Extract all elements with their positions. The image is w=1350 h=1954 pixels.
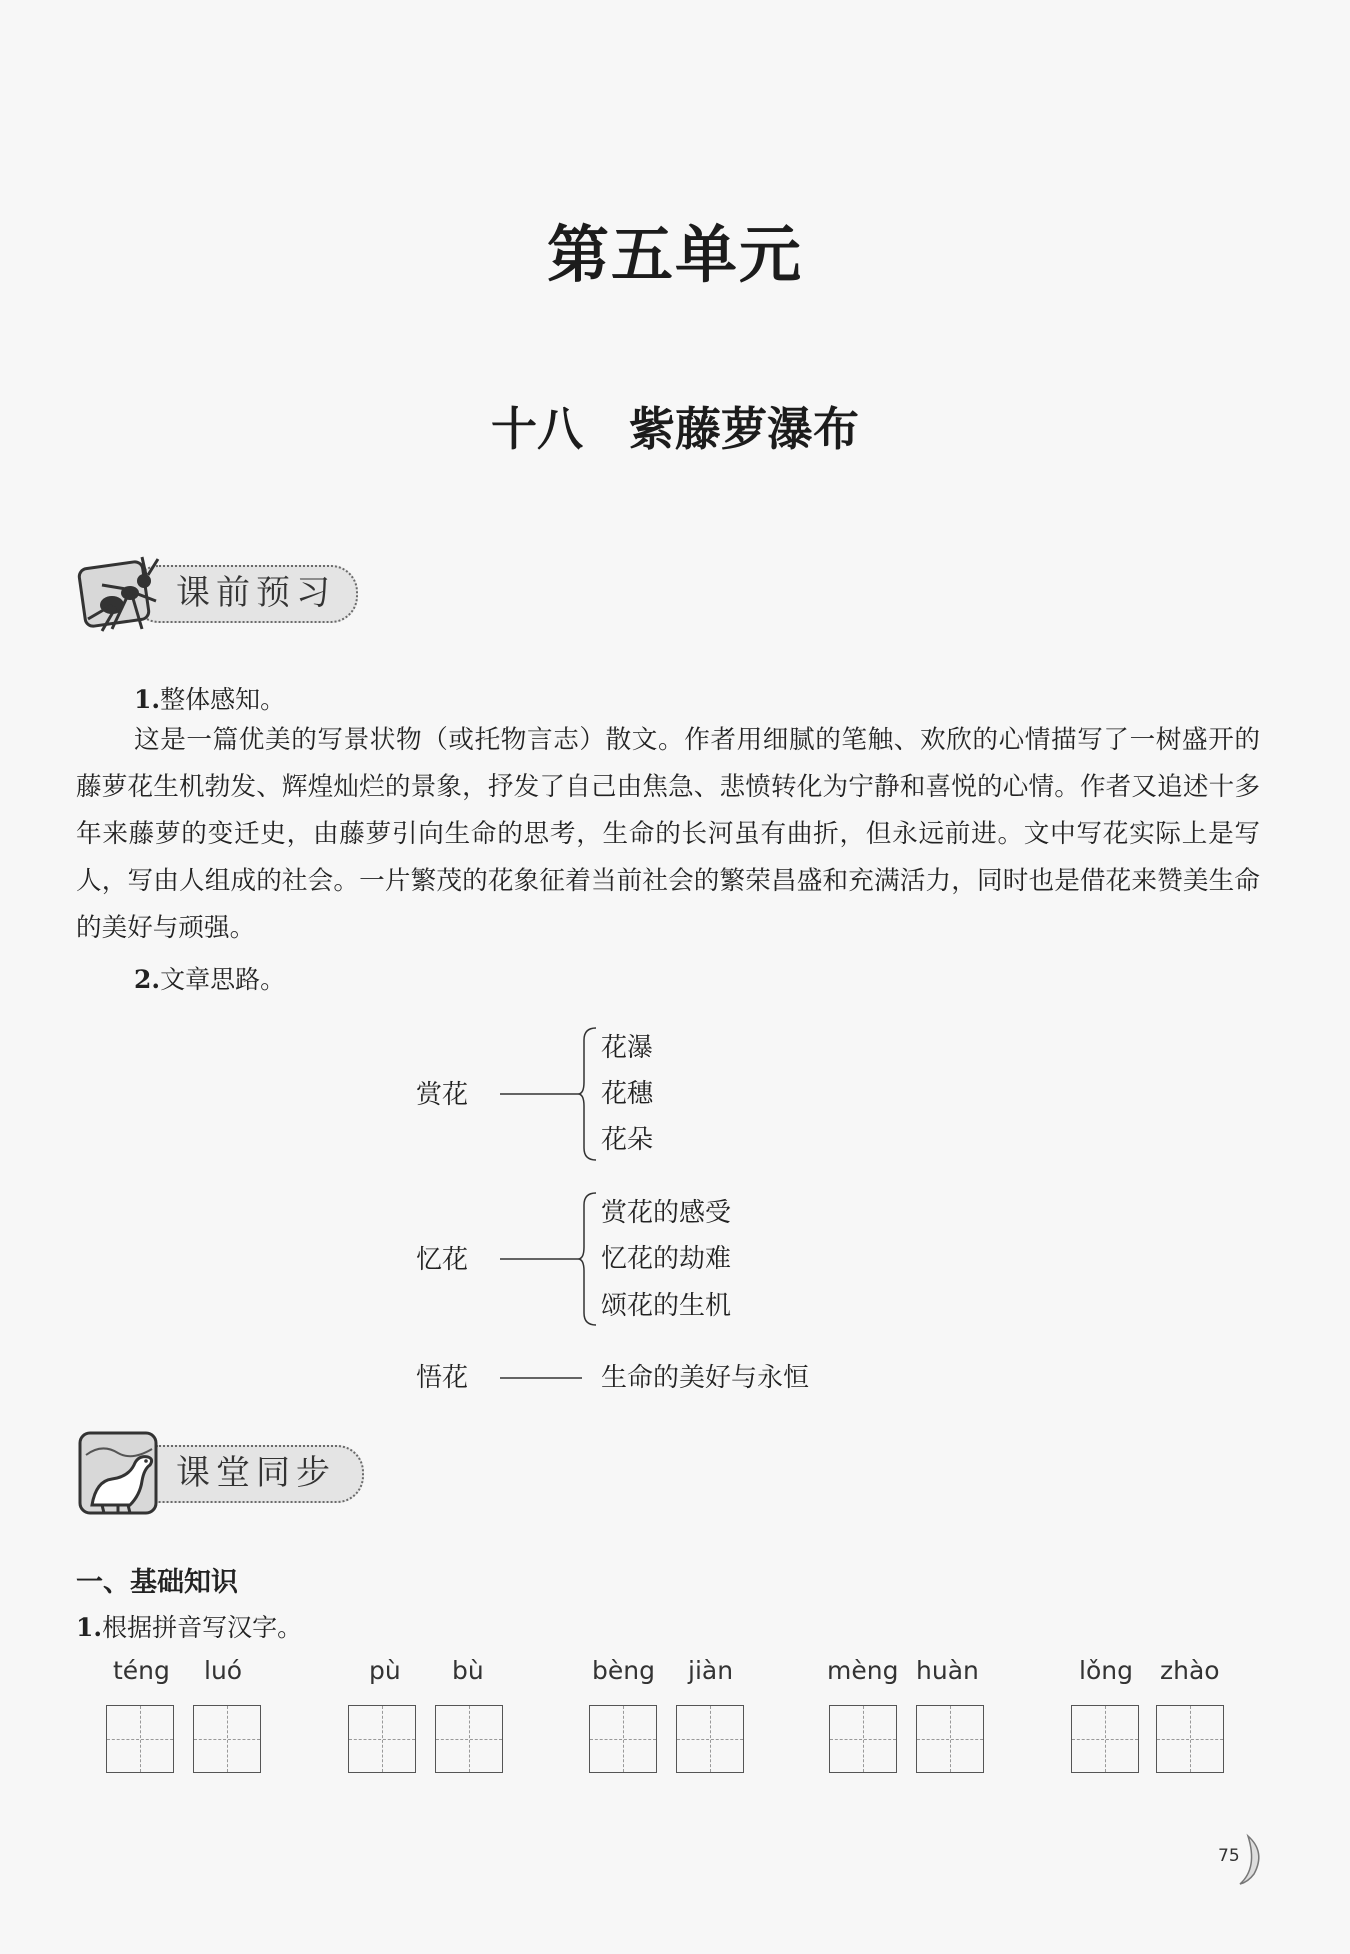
section-label: 课前预习 — [176, 573, 336, 613]
pinyin-label: jiàn — [688, 1656, 734, 1685]
outline-item: 颂花的生机 — [601, 1291, 732, 1321]
outline-item: 花穗 — [601, 1079, 654, 1109]
pinyin-label: huàn — [916, 1656, 979, 1685]
item-number: 1. — [134, 685, 161, 714]
paragraph-text: 这是一篇优美的写景状物（或托物言志）散文。作者用细腻的笔触、欢欣的心情描写了一树盛开的藤萝花生机勃发、辉煌灿烂的景象，抒发了自己由焦急、悲愤转化为宁静和喜悦的心情。作者又追述十多年来藤萝的变迁史，由藤萝引向生命的思考，生命的长河虽有曲折，但永远前进。文中写花实际上是写人，写由人组成的社会。一片繁茂的花象征着当前社会的繁荣昌盛和充满活力，同时也是借花来赞美生命的美好与顽强。 — [76, 725, 1260, 943]
dinosaur-icon — [72, 1425, 182, 1521]
outline-item: 花瀑 — [601, 1033, 654, 1063]
item-number: 2. — [134, 965, 161, 994]
writing-grid-box[interactable] — [435, 1705, 503, 1773]
lesson-title — [0, 393, 1350, 459]
unit-title: 第五单元 — [546, 218, 803, 291]
writing-grid-box[interactable] — [589, 1705, 657, 1773]
item-2-heading — [134, 960, 285, 996]
writing-grid-box[interactable] — [106, 1705, 174, 1773]
writing-grid-box[interactable] — [829, 1705, 897, 1773]
page-number: 75 — [1218, 1846, 1240, 1866]
brace — [578, 1193, 596, 1325]
overview-paragraph — [76, 717, 1260, 952]
outline-head-1: 赏花 — [416, 1080, 469, 1110]
pinyin-label: zhào — [1160, 1656, 1220, 1685]
lesson-name: 紫藤萝瀑布 — [629, 402, 859, 456]
outline-item: 花朵 — [601, 1125, 654, 1155]
item-title: 文章思路。 — [160, 965, 286, 994]
section-banner-class — [72, 1425, 362, 1521]
section-label: 课堂同步 — [176, 1453, 336, 1493]
item-1-heading — [134, 680, 285, 716]
basics-heading: 一、基础知识 — [76, 1567, 238, 1598]
pinyin-label: lǒng — [1079, 1656, 1133, 1685]
outline-item: 忆花的劫难 — [601, 1244, 732, 1274]
brace — [578, 1028, 596, 1160]
pinyin-label: luó — [204, 1656, 243, 1685]
question-1-heading — [76, 1608, 302, 1644]
writing-grid-box[interactable] — [1071, 1705, 1139, 1773]
outline-item: 生命的美好与永恒 — [601, 1363, 810, 1393]
outline-head-3: 悟花 — [416, 1363, 469, 1393]
outline-item: 赏花的感受 — [601, 1198, 732, 1228]
lesson-number: 十八 — [491, 402, 583, 456]
writing-grid-box[interactable] — [1156, 1705, 1224, 1773]
ant-icon — [72, 545, 182, 641]
section-banner-preview — [72, 545, 352, 641]
writing-grid-box[interactable] — [916, 1705, 984, 1773]
item-title: 整体感知。 — [160, 685, 286, 714]
pinyin-label: téng — [113, 1656, 170, 1685]
question-title: 根据拼音写汉字。 — [102, 1613, 303, 1642]
writing-grid-box[interactable] — [676, 1705, 744, 1773]
question-number: 1. — [76, 1613, 103, 1642]
pinyin-label: bèng — [592, 1656, 655, 1685]
pinyin-label: bù — [452, 1656, 484, 1685]
writing-grid-box[interactable] — [348, 1705, 416, 1773]
pinyin-label: pù — [369, 1656, 401, 1685]
pinyin-label: mèng — [827, 1656, 899, 1685]
writing-grid-box[interactable] — [193, 1705, 261, 1773]
outline-head-2: 忆花 — [416, 1245, 469, 1275]
